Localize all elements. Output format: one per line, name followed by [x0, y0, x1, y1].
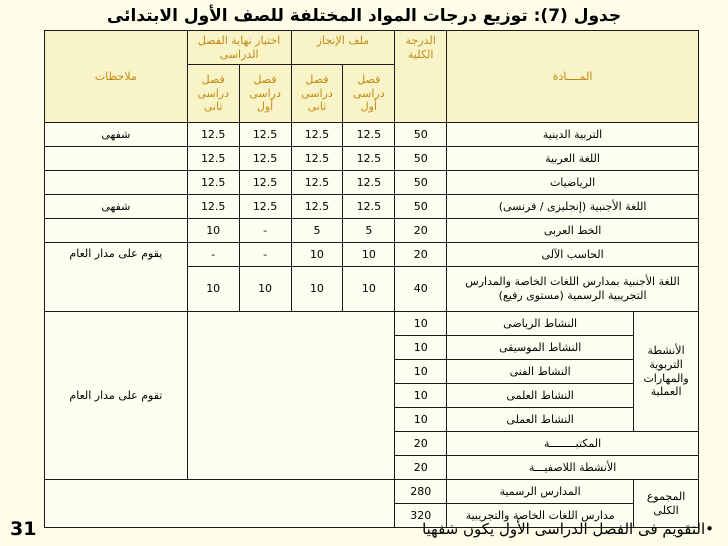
note-cell — [45, 147, 188, 171]
grade-cell: - — [187, 243, 239, 267]
achievement-term2-header: فصل دراسى ثانى — [291, 65, 343, 123]
grade-cell: 12.5 — [291, 171, 343, 195]
grade-cell: 12.5 — [187, 123, 239, 147]
activity-name: النشاط العلمى — [447, 384, 634, 408]
grade-cell: - — [239, 243, 291, 267]
exam-term2-header: فصل دراسى ثانى — [187, 65, 239, 123]
total-cell: 50 — [395, 195, 447, 219]
activity-name: النشاط الموسيقى — [447, 336, 634, 360]
grade-cell: 10 — [343, 267, 395, 312]
subject-header: المــــادة — [447, 31, 699, 123]
activity-total: 10 — [395, 360, 447, 384]
activity-name: النشاط الرياضى — [447, 312, 634, 336]
table-row — [45, 243, 699, 267]
table-title: جدول (7): توزيع درجات المواد المختلفة للصف الأول الابتدائى — [106, 6, 622, 26]
table-row — [45, 123, 699, 147]
grade-cell: 12.5 — [291, 195, 343, 219]
table-row — [45, 147, 699, 171]
subject-cell: التربية الدينية — [447, 123, 699, 147]
note-cell — [45, 219, 188, 243]
subject-cell: اللغة العربية — [447, 147, 699, 171]
subject-cell: الرياضيات — [447, 171, 699, 195]
language-schools-total: 320 — [395, 504, 447, 528]
grade-cell: 10 — [187, 267, 239, 312]
note-cell: شفهى — [45, 123, 188, 147]
total-cell: 20 — [395, 219, 447, 243]
grade-cell: 12.5 — [343, 195, 395, 219]
grade-cell: 10 — [291, 243, 343, 267]
grade-cell: 5 — [343, 219, 395, 243]
grade-cell: 12.5 — [239, 171, 291, 195]
grade-cell: 12.5 — [343, 123, 395, 147]
activities-note: تقوم على مدار العام — [45, 312, 188, 480]
subject-cell: الخط العربى — [447, 219, 699, 243]
total-cell: 40 — [395, 267, 447, 312]
language-schools-name: مدارس اللغات الخاصة والتجريبية — [447, 504, 634, 528]
activity-name: النشاط العملى — [447, 408, 634, 432]
grade-cell: - — [239, 219, 291, 243]
grand-total-label: المجموع الكلى — [634, 480, 699, 528]
grade-cell: 12.5 — [187, 147, 239, 171]
activity-total: 10 — [395, 384, 447, 408]
total-cell: 50 — [395, 123, 447, 147]
achievement-file-header: ملف الإنجاز — [291, 31, 395, 65]
note-cell — [45, 171, 188, 195]
grade-cell: 12.5 — [291, 147, 343, 171]
total-cell: 50 — [395, 171, 447, 195]
grade-cell: 12.5 — [239, 195, 291, 219]
grade-cell: 10 — [343, 243, 395, 267]
empty-merged-cell — [45, 480, 395, 528]
grade-cell: 10 — [187, 219, 239, 243]
grade-cell: 5 — [291, 219, 343, 243]
grade-cell: 12.5 — [239, 123, 291, 147]
library-name: المكتبــــــــة — [447, 432, 699, 456]
exam-term1-header: فصل دراسى أول — [239, 65, 291, 123]
library-total: 20 — [395, 432, 447, 456]
grade-cell: 12.5 — [187, 171, 239, 195]
activities-group-label: الأنشطة التربوية والمهارات العملية — [634, 312, 699, 432]
grade-distribution-table — [44, 30, 699, 528]
note-cell: يقوم على مدار العام — [45, 243, 188, 312]
grade-cell: 10 — [291, 267, 343, 312]
activity-total: 10 — [395, 312, 447, 336]
table-row — [45, 171, 699, 195]
end-term-exam-header: اختبار نهاية الفصل الدراسى — [187, 31, 291, 65]
activity-name: النشاط الفنى — [447, 360, 634, 384]
extracurricular-total: 20 — [395, 456, 447, 480]
total-grade-header: الدرجة الكلية — [395, 31, 447, 123]
page-number: 31 — [10, 518, 37, 540]
notes-header: ملاحظات — [45, 31, 188, 123]
subject-cell: الحاسب الآلى — [447, 243, 699, 267]
subject-cell: اللغة الأجنبية (إنجليزى / فرنسى) — [447, 195, 699, 219]
grade-cell: 12.5 — [187, 195, 239, 219]
empty-merged-cell — [187, 312, 395, 480]
official-schools-name: المدارس الرسمية — [447, 480, 634, 504]
achievement-term1-header: فصل دراسى أول — [343, 65, 395, 123]
extracurricular-name: الأنشطة اللاصفيـــة — [447, 456, 699, 480]
table-row — [45, 480, 699, 504]
footer-note: •التقويم فى الفصل الدراسى الأول يكون شفهيا — [422, 520, 714, 538]
activity-total: 10 — [395, 336, 447, 360]
grade-cell: 12.5 — [291, 123, 343, 147]
official-schools-total: 280 — [395, 480, 447, 504]
grade-cell: 12.5 — [343, 171, 395, 195]
table-row — [45, 219, 699, 243]
total-cell: 50 — [395, 147, 447, 171]
grade-cell: 12.5 — [343, 147, 395, 171]
note-cell: شفهى — [45, 195, 188, 219]
subject-cell: اللغة الأجنبية بمدارس اللغات الخاصة والمدارس التجريبية الرسمية (مستوى رفيع) — [447, 267, 699, 312]
grade-cell: 10 — [239, 267, 291, 312]
grade-cell: 12.5 — [239, 147, 291, 171]
total-cell: 20 — [395, 243, 447, 267]
table-row — [45, 312, 699, 336]
table-row — [45, 195, 699, 219]
activity-total: 10 — [395, 408, 447, 432]
